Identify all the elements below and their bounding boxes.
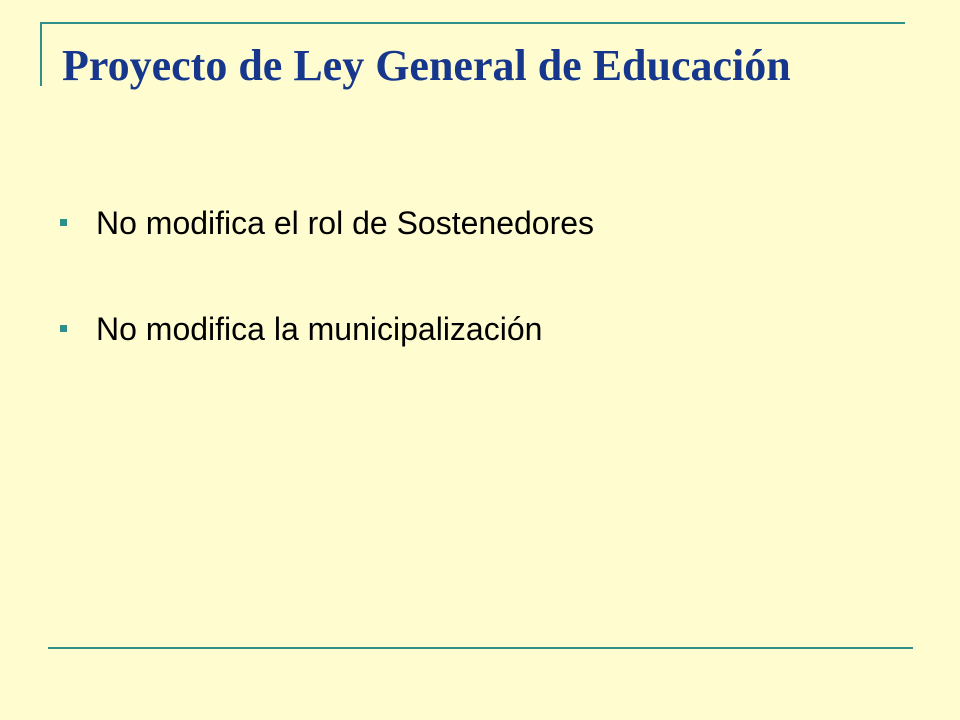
square-bullet-icon	[60, 219, 67, 226]
left-rule	[40, 22, 42, 86]
top-rule	[40, 22, 905, 24]
bullet-text: No modifica la municipalización	[96, 311, 543, 347]
bottom-rule	[48, 647, 913, 649]
slide-title: Proyecto de Ley General de Educación	[62, 41, 791, 90]
bullet-text: No modifica el rol de Sostenedores	[96, 205, 595, 241]
square-bullet-icon	[60, 325, 67, 332]
